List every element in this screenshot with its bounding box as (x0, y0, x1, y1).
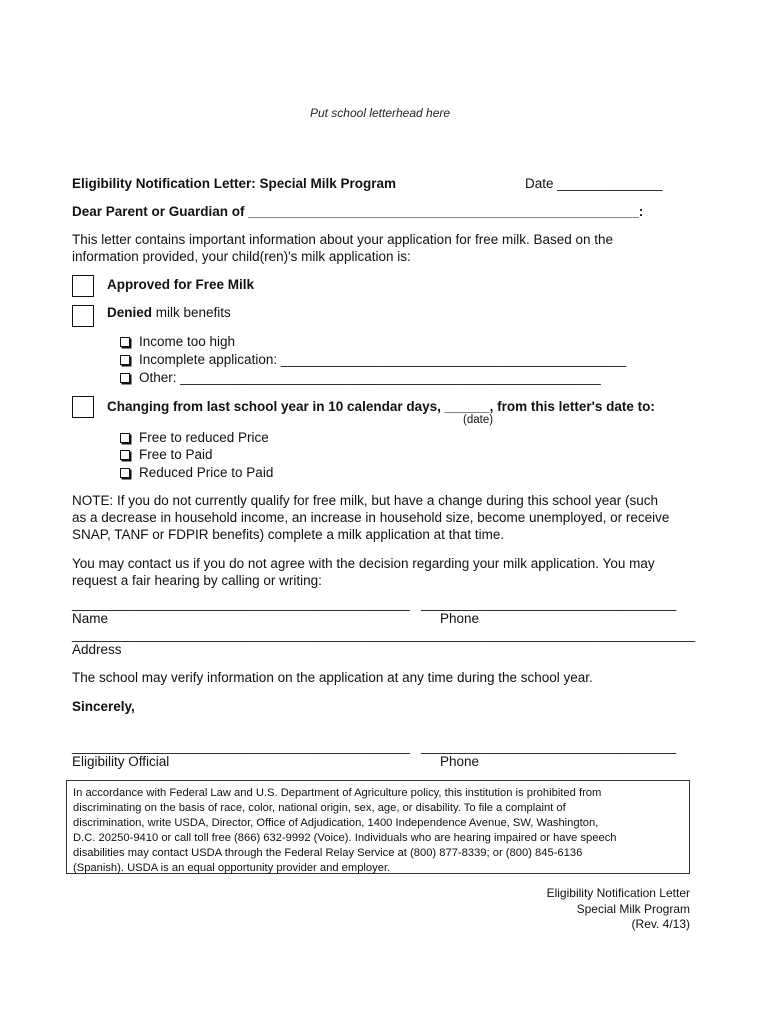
salutation-guardian-field[interactable]: Dear Parent or Guardian of ____________________________________________________: (72, 204, 644, 219)
denied-reason-income[interactable]: Income too high (120, 334, 235, 349)
approved-label: Approved for Free Milk (107, 277, 255, 292)
verify-statement: The school may verify information on the application at any time during the school year. (72, 670, 593, 685)
denied-reason-incomplete[interactable]: Incomplete application: ______________________________________________ (120, 352, 626, 367)
contact-phone-field[interactable]: __________________________________ (421, 596, 677, 611)
footer-line-revision: (Rev. 4/13) (631, 917, 690, 931)
contact-address-label: Address (72, 642, 122, 657)
denied-label-bold: Denied (107, 305, 153, 320)
intro-line-1: This letter contains important information about your application for free milk. Based on the (72, 232, 614, 247)
change-option-free-paid[interactable]: Free to Paid (120, 447, 213, 462)
nondiscrimination-notice (66, 780, 690, 874)
contact-name-field[interactable]: _____________________________________________ (72, 596, 410, 611)
footer-line-program: Special Milk Program (576, 901, 690, 916)
contact-line-1: You may contact us if you do not agree with the decision regarding your milk application. You may (72, 556, 655, 571)
official-label: Eligibility Official (72, 754, 170, 769)
official-phone-field[interactable]: __________________________________ (421, 739, 677, 754)
notice-line: discrimination, write USDA, Director, Office of Adjudication, 1400 Independence Avenue, SW, Washington, (73, 817, 599, 829)
notice-line: discriminating on the basis of race, color, national origin, sex, age, or disability. To file a complaint of (73, 802, 566, 814)
denied-checkbox[interactable] (72, 305, 94, 327)
note-line-1: NOTE: If you do not currently qualify for free milk, but have a change during this school year (such (72, 493, 659, 508)
checkbox-icon[interactable] (120, 433, 130, 443)
changing-checkbox[interactable] (72, 396, 94, 418)
official-phone-label: Phone (440, 754, 480, 769)
notice-line: (Spanish). USDA is an equal opportunity provider and employer. (73, 862, 391, 874)
closing-sincerely: Sincerely, (72, 699, 135, 714)
checkbox-icon[interactable] (120, 450, 130, 460)
change-option-reduced-paid[interactable]: Reduced Price to Paid (120, 465, 273, 480)
notice-line: In accordance with Federal Law and U.S. Department of Agriculture policy, this institution is prohibited from (73, 787, 602, 799)
footer (547, 886, 690, 933)
checkbox-icon[interactable] (120, 337, 130, 347)
approved-checkbox[interactable] (72, 275, 94, 297)
changing-label: Changing from last school year in 10 calendar days, ______, from this letter's date to: (107, 399, 655, 414)
contact-phone-label: Phone (440, 611, 480, 626)
checkbox-icon[interactable] (120, 373, 130, 383)
contact-line-2: request a fair hearing by calling or writing: (72, 573, 322, 588)
note-line-2: as a decrease in household income, an increase in household size, become unemployed, or receive (72, 510, 670, 525)
intro-line-2: information provided, your child(ren)'s milk application is: (72, 249, 411, 264)
contact-name-label: Name (72, 611, 109, 626)
checkbox-icon[interactable] (120, 468, 130, 478)
denied-reason-other[interactable]: Other: ________________________________________________________ (120, 370, 601, 385)
page-title: Eligibility Notification Letter: Special Milk Program (72, 176, 397, 191)
denied-label-rest: milk benefits (152, 305, 231, 320)
official-signature-field[interactable]: _____________________________________________ (72, 739, 410, 754)
note-line-3: SNAP, TANF or FDPIR benefits) complete a milk application at that time. (72, 527, 505, 542)
letterhead-placeholder: Put school letterhead here (309, 106, 451, 120)
footer-line-title: Eligibility Notification Letter (546, 886, 690, 900)
notice-line: disabilities may contact USDA through the Federal Relay Service at (800) 877-8339; or (800) 845-6136 (73, 847, 583, 859)
contact-address-field[interactable]: ___________________________________________________________________________________ (72, 627, 696, 642)
notice-line: D.C. 20250-9410 or call toll free (866) 632-9992 (Voice). Individuals who are hearing impaired or have speech (73, 832, 617, 844)
denied-label (107, 305, 231, 320)
checkbox-icon[interactable] (120, 355, 130, 365)
date-field[interactable]: Date ______________ (525, 176, 663, 191)
change-option-free-reduced[interactable]: Free to reduced Price (120, 430, 269, 445)
date-hint: (date) (463, 414, 494, 426)
